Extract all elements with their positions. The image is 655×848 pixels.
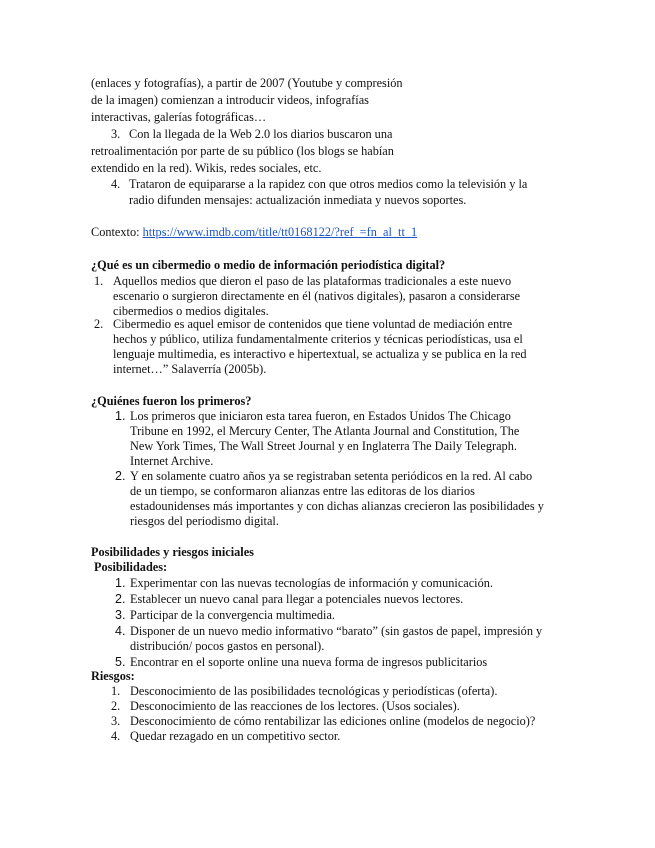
list-number: 5. — [115, 655, 126, 669]
list-number: 1. — [111, 684, 121, 698]
list-item-text: Cibermedio es aquel emisor de contenidos que tiene voluntad de mediación entre — [113, 317, 513, 331]
imdb-link[interactable]: https://www.imdb.com/title/tt0168122/?ref_=fn_al_tt_1 — [142, 225, 418, 239]
list-item-text: distribución/ pocos gastos en personal). — [130, 639, 325, 653]
list-number: 2. — [115, 592, 126, 606]
list-item-text: cibermedios o medios digitales. — [113, 304, 269, 318]
list-item-text: de un tiempo, se conformaron alianzas entre las editoras de los diarios — [130, 484, 475, 498]
list-number: 3. — [111, 127, 121, 141]
list-number: 3. — [111, 714, 121, 728]
list-item-text: radio difunden mensajes: actualización inmediata y nuevos soportes. — [129, 193, 467, 207]
section-heading: Riesgos: — [91, 669, 135, 683]
list-item-text: Los primeros que iniciaron esta tarea fueron, en Estados Unidos The Chicago — [130, 409, 511, 423]
list-number: 4. — [111, 177, 121, 191]
list-item-text: extendido en la red). Wikis, redes sociales, etc. — [91, 161, 322, 175]
contexto-line — [91, 225, 417, 240]
list-item-text: Encontrar en el soporte online una nueva forma de ingresos publicitarios — [130, 655, 488, 669]
list-item-text: Internet Archive. — [130, 454, 214, 468]
list-item-text: retroalimentación por parte de su público (los blogs se habían — [91, 144, 394, 158]
intro-line: (enlaces y fotografías), a partir de 2007 (Youtube y compresión — [91, 76, 403, 90]
section-heading: ¿Quiénes fueron los primeros? — [91, 394, 252, 408]
list-number: 2. — [111, 699, 121, 713]
list-number: 2. — [94, 317, 104, 331]
list-item-text: Desconocimiento de las reacciones de los lectores. (Usos sociales). — [130, 699, 460, 713]
list-item-text: Disponer de un nuevo medio informativo “barato” (sin gastos de papel, impresión y — [130, 624, 543, 638]
list-number: 2. — [115, 469, 126, 483]
contexto-label: Contexto: — [91, 225, 143, 239]
list-number: 3. — [115, 608, 126, 622]
list-item-text: lenguaje multimedia, es interactivo e hipertextual, se actualiza y se publica en la red — [113, 347, 527, 361]
list-item-text: hechos y público, utiliza fundamentalmente criterios y técnicas periodísticas, usa el — [113, 332, 523, 346]
list-item-text: Quedar rezagado en un competitivo sector. — [130, 729, 341, 743]
list-item-text: Con la llegada de la Web 2.0 los diarios buscaron una — [129, 127, 393, 141]
list-number: 1. — [115, 409, 126, 423]
list-item-text: riesgos del periodismo digital. — [130, 514, 279, 528]
list-item-text: Desconocimiento de las posibilidades tecnológicas y periodísticas (oferta). — [130, 684, 498, 698]
list-item-text: Desconocimiento de cómo rentabilizar las ediciones online (modelos de negocio)? — [130, 714, 536, 728]
list-item-text: Trataron de equipararse a la rapidez con que otros medios como la televisión y la — [129, 177, 528, 191]
list-item-text: internet…” Salaverría (2005b). — [113, 362, 267, 376]
list-number: 1. — [115, 576, 126, 590]
list-item-text: Aquellos medios que dieron el paso de las plataformas tradicionales a este nuevo — [113, 274, 512, 288]
list-item-text: estadounidenses más importantes y con dichas alianzas crecieron las posibilidades y — [130, 499, 544, 513]
list-item-text: escenario o surgieron directamente en él (nativos digitales), pasaron a considerarse — [113, 289, 521, 303]
list-item-text: Establecer un nuevo canal para llegar a potenciales nuevos lectores. — [130, 592, 464, 606]
list-number: 4. — [111, 729, 121, 743]
section-heading: Posibilidades y riesgos iniciales — [91, 545, 254, 559]
sub-heading: Posibilidades: — [94, 560, 168, 574]
list-number: 1. — [94, 274, 104, 288]
list-item-text: Tribune en 1992, el Mercury Center, The Atlanta Journal and Constitution, The — [130, 424, 520, 438]
list-item-text: New York Times, The Wall Street Journal y en Inglaterra The Daily Telegraph. — [130, 439, 517, 453]
list-number: 4. — [115, 624, 126, 638]
intro-line: interactivas, galerías fotográficas… — [91, 110, 267, 124]
list-item-text: Experimentar con las nuevas tecnologías de información y comunicación. — [130, 576, 493, 590]
list-item-text: Y en solamente cuatro años ya se registraban setenta periódicos en la red. Al cabo — [130, 469, 533, 483]
intro-line: de la imagen) comienzan a introducir videos, infografías — [91, 93, 369, 107]
list-item-text: Participar de la convergencia multimedia. — [130, 608, 335, 622]
section-heading: ¿Qué es un cibermedio o medio de información periodística digital? — [91, 258, 446, 272]
